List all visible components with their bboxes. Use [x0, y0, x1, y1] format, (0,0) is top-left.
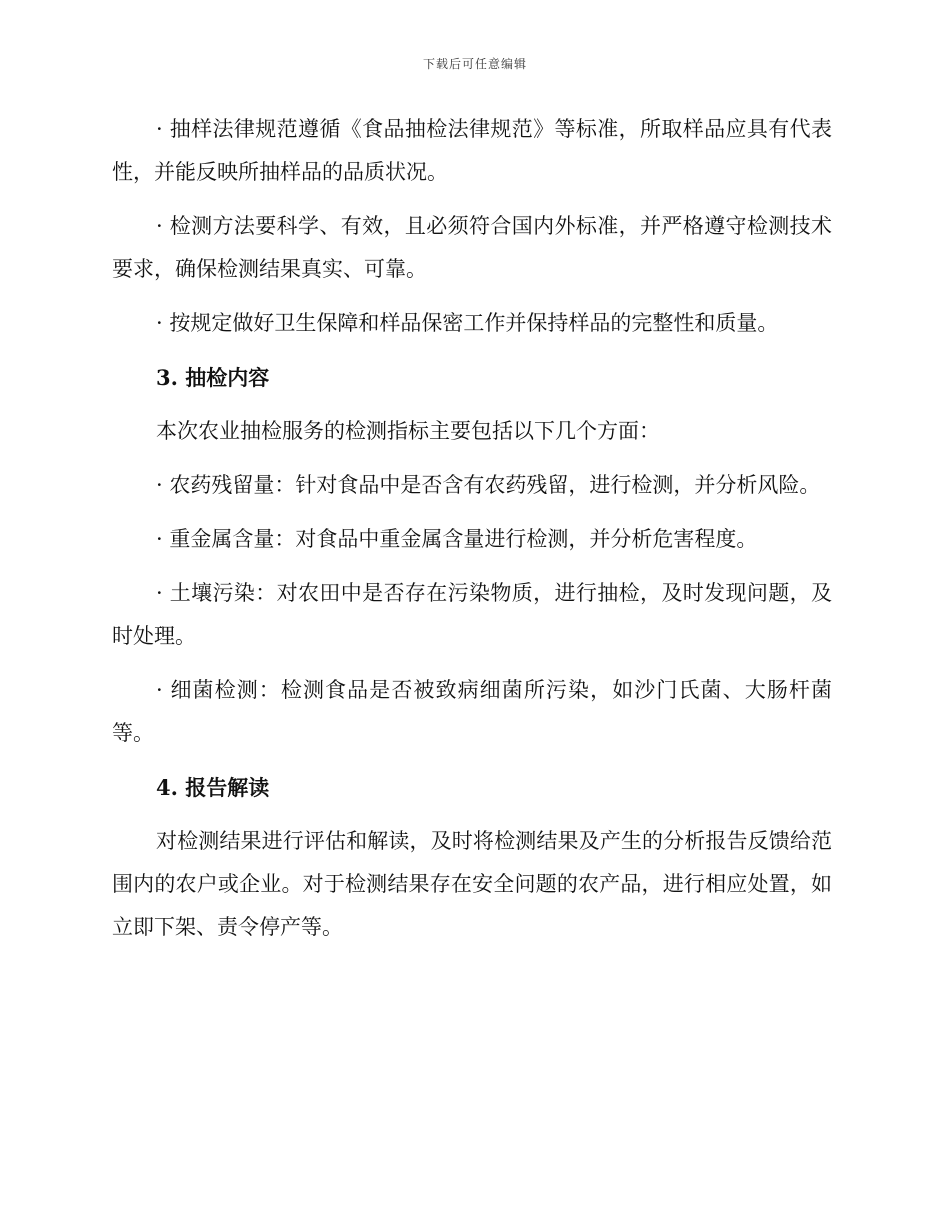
bullet-paragraph-pesticide: · 农药残留量：针对食品中是否含有农药残留，进行检测，并分析风险。 [156, 473, 821, 497]
section-heading-report: 4. 报告解读 [156, 775, 270, 800]
page-header-note: 下载后可任意编辑 [422, 57, 527, 71]
section-intro-paragraph: 本次农业抽检服务的检测指标主要包括以下几个方面： [156, 419, 660, 443]
bullet-paragraph-sampling: · 抽样法律规范遵循《食品抽检法律规范》等标准，所取样品应具有代表性，并能反映所抽样品的品质状况。 [112, 117, 832, 184]
bullet-paragraph-hygiene: · 按规定做好卫生保障和样品保密工作并保持样品的完整性和质量。 [156, 311, 779, 335]
section-heading-inspection-content: 3. 抽检内容 [156, 365, 270, 390]
bullet-paragraph-soil: · 土壤污染：对农田中是否存在污染物质，进行抽检，及时发现问题，及时处理。 [112, 581, 832, 648]
bullet-paragraph-bacteria: · 细菌检测：检测食品是否被致病细菌所污染，如沙门氏菌、大肠杆菌等。 [112, 678, 832, 745]
report-paragraph: 对检测结果进行评估和解读，及时将检测结果及产生的分析报告反馈给范围内的农户或企业。对于检测结果存在安全问题的农产品，进行相应处置，如立即下架、责令停产等。 [112, 829, 832, 939]
document-body [112, 108, 832, 960]
bullet-paragraph-methods: · 检测方法要科学、有效，且必须符合国内外标准，并严格遵守检测技术要求，确保检测结果真实、可靠。 [112, 214, 832, 281]
bullet-paragraph-heavy-metal: · 重金属含量：对食品中重金属含量进行检测，并分析危害程度。 [156, 527, 758, 551]
